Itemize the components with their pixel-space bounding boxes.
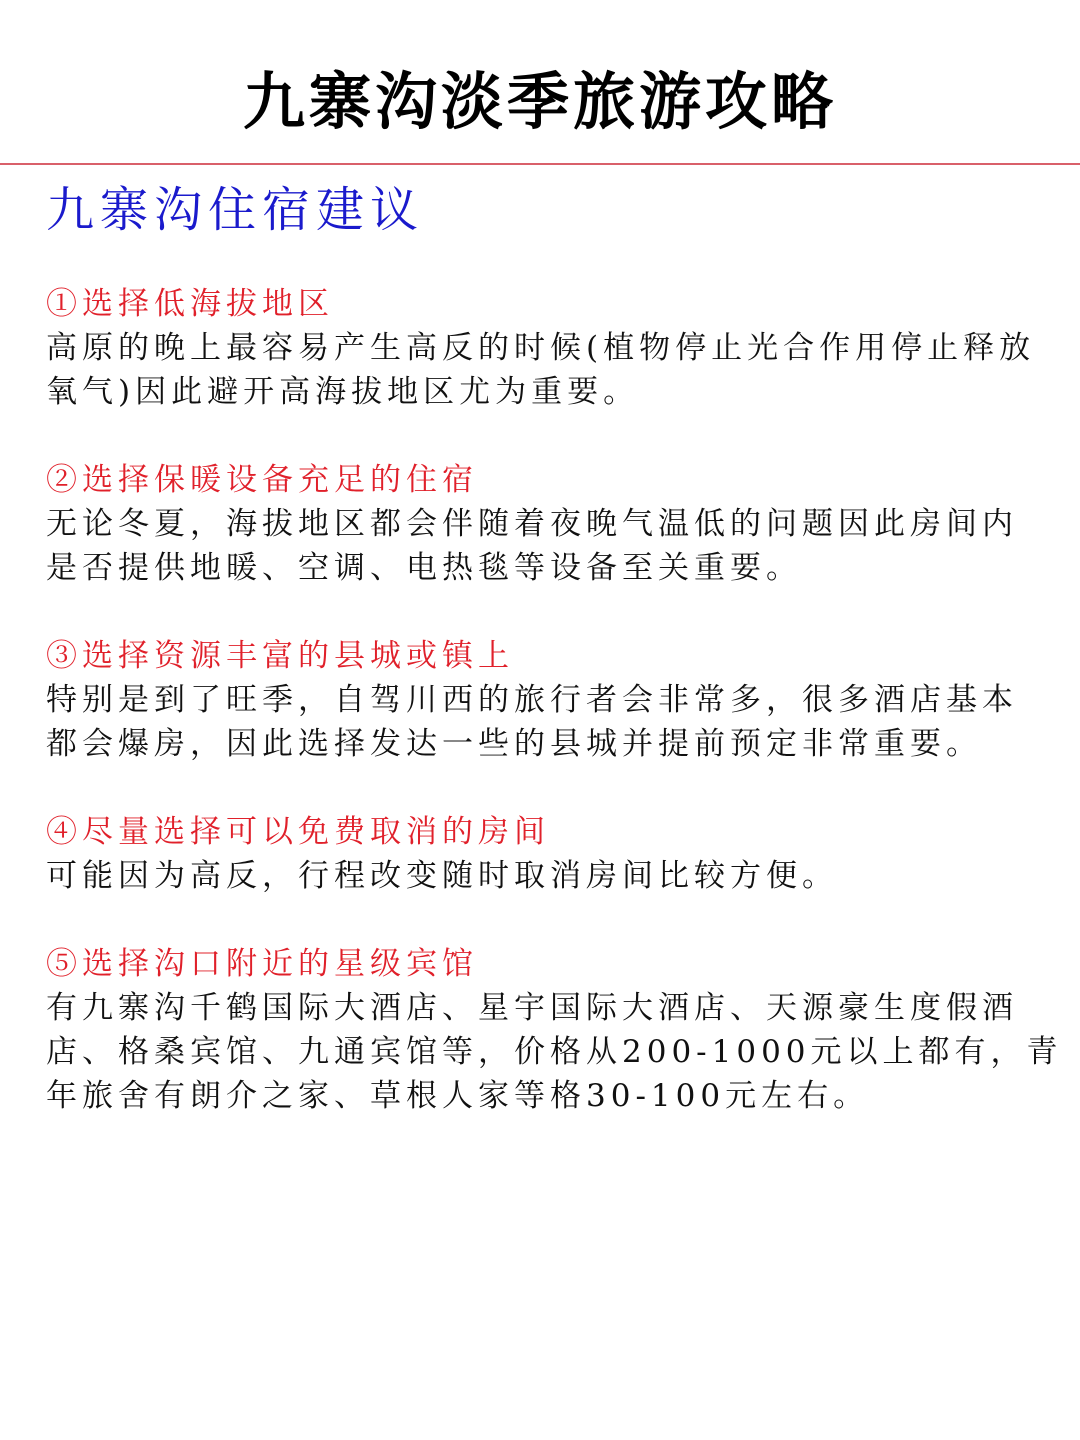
advice-item-3	[46, 634, 1056, 766]
section-title: 九寨沟住宿建议	[46, 182, 425, 238]
advice-list	[46, 282, 1063, 1162]
advice-heading: ④尽量选择可以免费取消的房间	[46, 814, 550, 850]
advice-body-line: 无论冬夏，海拔地区都会伴随着夜晚气温低的问题因此房间内	[46, 506, 1018, 542]
advice-item-4	[46, 810, 1056, 898]
advice-heading: ②选择保暖设备充足的住宿	[46, 462, 478, 498]
advice-body-line: 高原的晚上最容易产生高反的时候(植物停止光合作用停止释放	[46, 330, 1036, 366]
advice-heading: ①选择低海拔地区	[46, 286, 334, 322]
advice-heading: ③选择资源丰富的县城或镇上	[46, 638, 514, 674]
advice-body-line: 年旅舍有朗介之家、草根人家等格30-100元左右。	[46, 1078, 870, 1114]
advice-body	[46, 986, 1063, 1118]
title-divider	[0, 163, 1080, 165]
advice-body-line: 店、格桑宾馆、九通宾馆等，价格从200-1000元以上都有，青	[46, 1034, 1063, 1070]
page-title: 九寨沟淡季旅游攻略	[242, 65, 837, 138]
advice-heading: ⑤选择沟口附近的星级宾馆	[46, 946, 478, 982]
advice-body	[46, 326, 1056, 414]
advice-body	[46, 678, 1056, 766]
advice-body-line: 氧气)因此避开高海拔地区尤为重要。	[46, 374, 640, 410]
advice-body-line: 都会爆房，因此选择发达一些的县城并提前预定非常重要。	[46, 726, 982, 762]
advice-item-2	[46, 458, 1056, 590]
advice-body-line: 有九寨沟千鹤国际大酒店、星宇国际大酒店、天源豪生度假酒	[46, 990, 1018, 1026]
advice-body	[46, 502, 1056, 590]
advice-body-line: 是否提供地暖、空调、电热毯等设备至关重要。	[46, 550, 802, 586]
advice-body-line: 可能因为高反，行程改变随时取消房间比较方便。	[46, 858, 838, 894]
advice-body	[46, 854, 1056, 898]
advice-item-1	[46, 282, 1056, 414]
advice-item-5	[46, 942, 1063, 1118]
advice-body-line: 特别是到了旺季，自驾川西的旅行者会非常多，很多酒店基本	[46, 682, 1018, 718]
